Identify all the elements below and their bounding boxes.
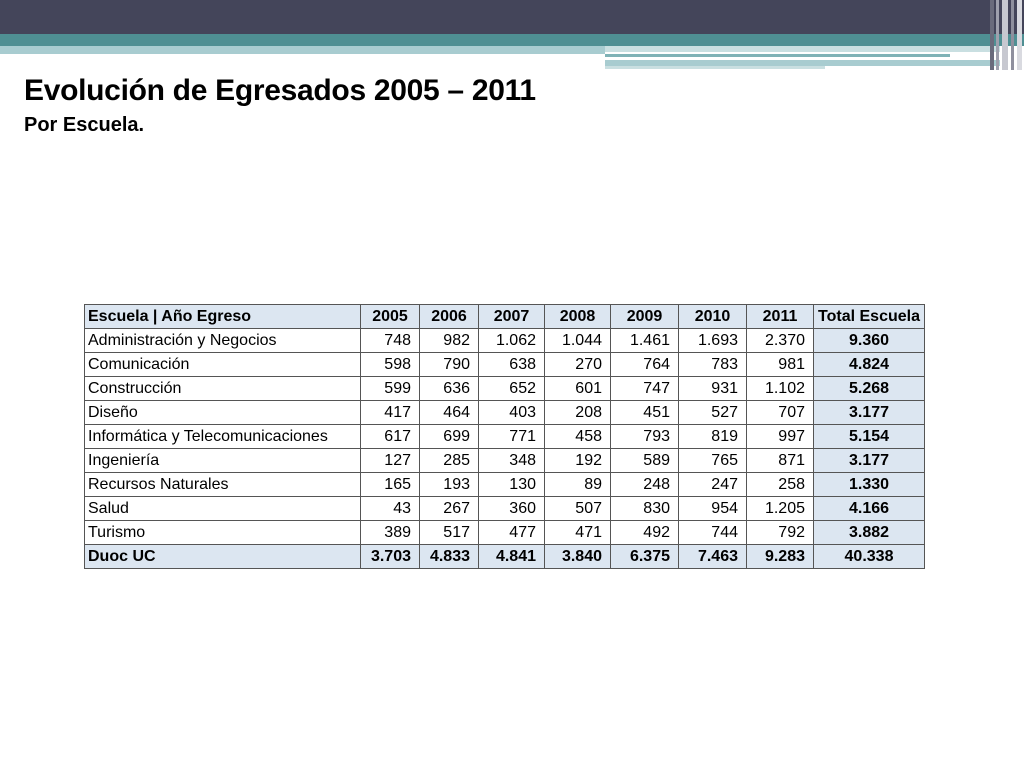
header-teal-band xyxy=(0,34,1024,46)
value-cell: 652 xyxy=(479,377,545,401)
school-name-cell: Construcción xyxy=(85,377,361,401)
column-header: 2006 xyxy=(420,305,479,329)
table-row xyxy=(85,329,925,353)
column-header: 2005 xyxy=(361,305,420,329)
value-cell: 707 xyxy=(747,401,814,425)
value-cell: 981 xyxy=(747,353,814,377)
value-cell: 638 xyxy=(479,353,545,377)
value-cell: 764 xyxy=(611,353,679,377)
value-cell: 267 xyxy=(420,497,479,521)
slide-title: Evolución de Egresados 2005 – 2011 xyxy=(24,74,536,107)
table-row xyxy=(85,497,925,521)
value-cell: 982 xyxy=(420,329,479,353)
column-header: 2010 xyxy=(679,305,747,329)
graduates-table xyxy=(84,304,925,569)
value-cell: 403 xyxy=(479,401,545,425)
total-cell: 3.177 xyxy=(814,449,925,473)
total-cell: 40.338 xyxy=(814,545,925,569)
value-cell: 783 xyxy=(679,353,747,377)
total-cell: 5.154 xyxy=(814,425,925,449)
value-cell: 1.044 xyxy=(545,329,611,353)
column-header: Total Escuela xyxy=(814,305,925,329)
school-name-cell: Comunicación xyxy=(85,353,361,377)
school-name-cell: Diseño xyxy=(85,401,361,425)
value-cell: 208 xyxy=(545,401,611,425)
header-light-band xyxy=(0,46,605,54)
table-row xyxy=(85,425,925,449)
value-cell: 2.370 xyxy=(747,329,814,353)
header-vertical-bars xyxy=(990,0,1024,70)
value-cell: 3.840 xyxy=(545,545,611,569)
value-cell: 527 xyxy=(679,401,747,425)
total-cell: 3.177 xyxy=(814,401,925,425)
value-cell: 7.463 xyxy=(679,545,747,569)
value-cell: 458 xyxy=(545,425,611,449)
value-cell: 748 xyxy=(361,329,420,353)
value-cell: 1.461 xyxy=(611,329,679,353)
value-cell: 360 xyxy=(479,497,545,521)
value-cell: 830 xyxy=(611,497,679,521)
value-cell: 247 xyxy=(679,473,747,497)
table-row xyxy=(85,353,925,377)
value-cell: 471 xyxy=(545,521,611,545)
total-cell: 4.166 xyxy=(814,497,925,521)
value-cell: 4.833 xyxy=(420,545,479,569)
school-name-cell: Administración y Negocios xyxy=(85,329,361,353)
column-header: 2009 xyxy=(611,305,679,329)
value-cell: 248 xyxy=(611,473,679,497)
value-cell: 819 xyxy=(679,425,747,449)
value-cell: 9.283 xyxy=(747,545,814,569)
column-header: 2007 xyxy=(479,305,545,329)
value-cell: 1.205 xyxy=(747,497,814,521)
header-stripe xyxy=(605,46,1000,52)
value-cell: 1.102 xyxy=(747,377,814,401)
value-cell: 4.841 xyxy=(479,545,545,569)
value-cell: 464 xyxy=(420,401,479,425)
value-cell: 43 xyxy=(361,497,420,521)
table-row xyxy=(85,521,925,545)
slide-subtitle: Por Escuela. xyxy=(24,114,145,136)
value-cell: 127 xyxy=(361,449,420,473)
table-row xyxy=(85,401,925,425)
column-header: 2008 xyxy=(545,305,611,329)
header-stripe xyxy=(605,54,950,57)
value-cell: 517 xyxy=(420,521,479,545)
value-cell: 348 xyxy=(479,449,545,473)
value-cell: 997 xyxy=(747,425,814,449)
value-cell: 89 xyxy=(545,473,611,497)
value-cell: 270 xyxy=(545,353,611,377)
table-total-row xyxy=(85,545,925,569)
value-cell: 507 xyxy=(545,497,611,521)
value-cell: 165 xyxy=(361,473,420,497)
header-stripe xyxy=(605,66,825,69)
value-cell: 931 xyxy=(679,377,747,401)
school-name-cell: Salud xyxy=(85,497,361,521)
header-dark-band xyxy=(0,0,1024,34)
total-cell: 1.330 xyxy=(814,473,925,497)
school-name-cell: Turismo xyxy=(85,521,361,545)
value-cell: 771 xyxy=(479,425,545,449)
table-row xyxy=(85,473,925,497)
value-cell: 617 xyxy=(361,425,420,449)
table-row xyxy=(85,449,925,473)
value-cell: 6.375 xyxy=(611,545,679,569)
value-cell: 492 xyxy=(611,521,679,545)
value-cell: 765 xyxy=(679,449,747,473)
value-cell: 792 xyxy=(747,521,814,545)
value-cell: 477 xyxy=(479,521,545,545)
value-cell: 793 xyxy=(611,425,679,449)
school-name-cell: Recursos Naturales xyxy=(85,473,361,497)
total-cell: 3.882 xyxy=(814,521,925,545)
value-cell: 451 xyxy=(611,401,679,425)
value-cell: 285 xyxy=(420,449,479,473)
total-cell: 5.268 xyxy=(814,377,925,401)
value-cell: 636 xyxy=(420,377,479,401)
value-cell: 389 xyxy=(361,521,420,545)
table-header-row xyxy=(85,305,925,329)
total-cell: 9.360 xyxy=(814,329,925,353)
value-cell: 699 xyxy=(420,425,479,449)
school-name-cell: Ingeniería xyxy=(85,449,361,473)
value-cell: 130 xyxy=(479,473,545,497)
value-cell: 747 xyxy=(611,377,679,401)
column-header: Escuela | Año Egreso xyxy=(85,305,361,329)
value-cell: 417 xyxy=(361,401,420,425)
value-cell: 599 xyxy=(361,377,420,401)
value-cell: 744 xyxy=(679,521,747,545)
value-cell: 601 xyxy=(545,377,611,401)
school-name-cell: Informática y Telecomunicaciones xyxy=(85,425,361,449)
value-cell: 589 xyxy=(611,449,679,473)
value-cell: 193 xyxy=(420,473,479,497)
total-cell: 4.824 xyxy=(814,353,925,377)
value-cell: 790 xyxy=(420,353,479,377)
value-cell: 871 xyxy=(747,449,814,473)
school-name-cell: Duoc UC xyxy=(85,545,361,569)
value-cell: 3.703 xyxy=(361,545,420,569)
value-cell: 598 xyxy=(361,353,420,377)
value-cell: 1.693 xyxy=(679,329,747,353)
table-row xyxy=(85,377,925,401)
value-cell: 258 xyxy=(747,473,814,497)
value-cell: 1.062 xyxy=(479,329,545,353)
value-cell: 954 xyxy=(679,497,747,521)
column-header: 2011 xyxy=(747,305,814,329)
value-cell: 192 xyxy=(545,449,611,473)
